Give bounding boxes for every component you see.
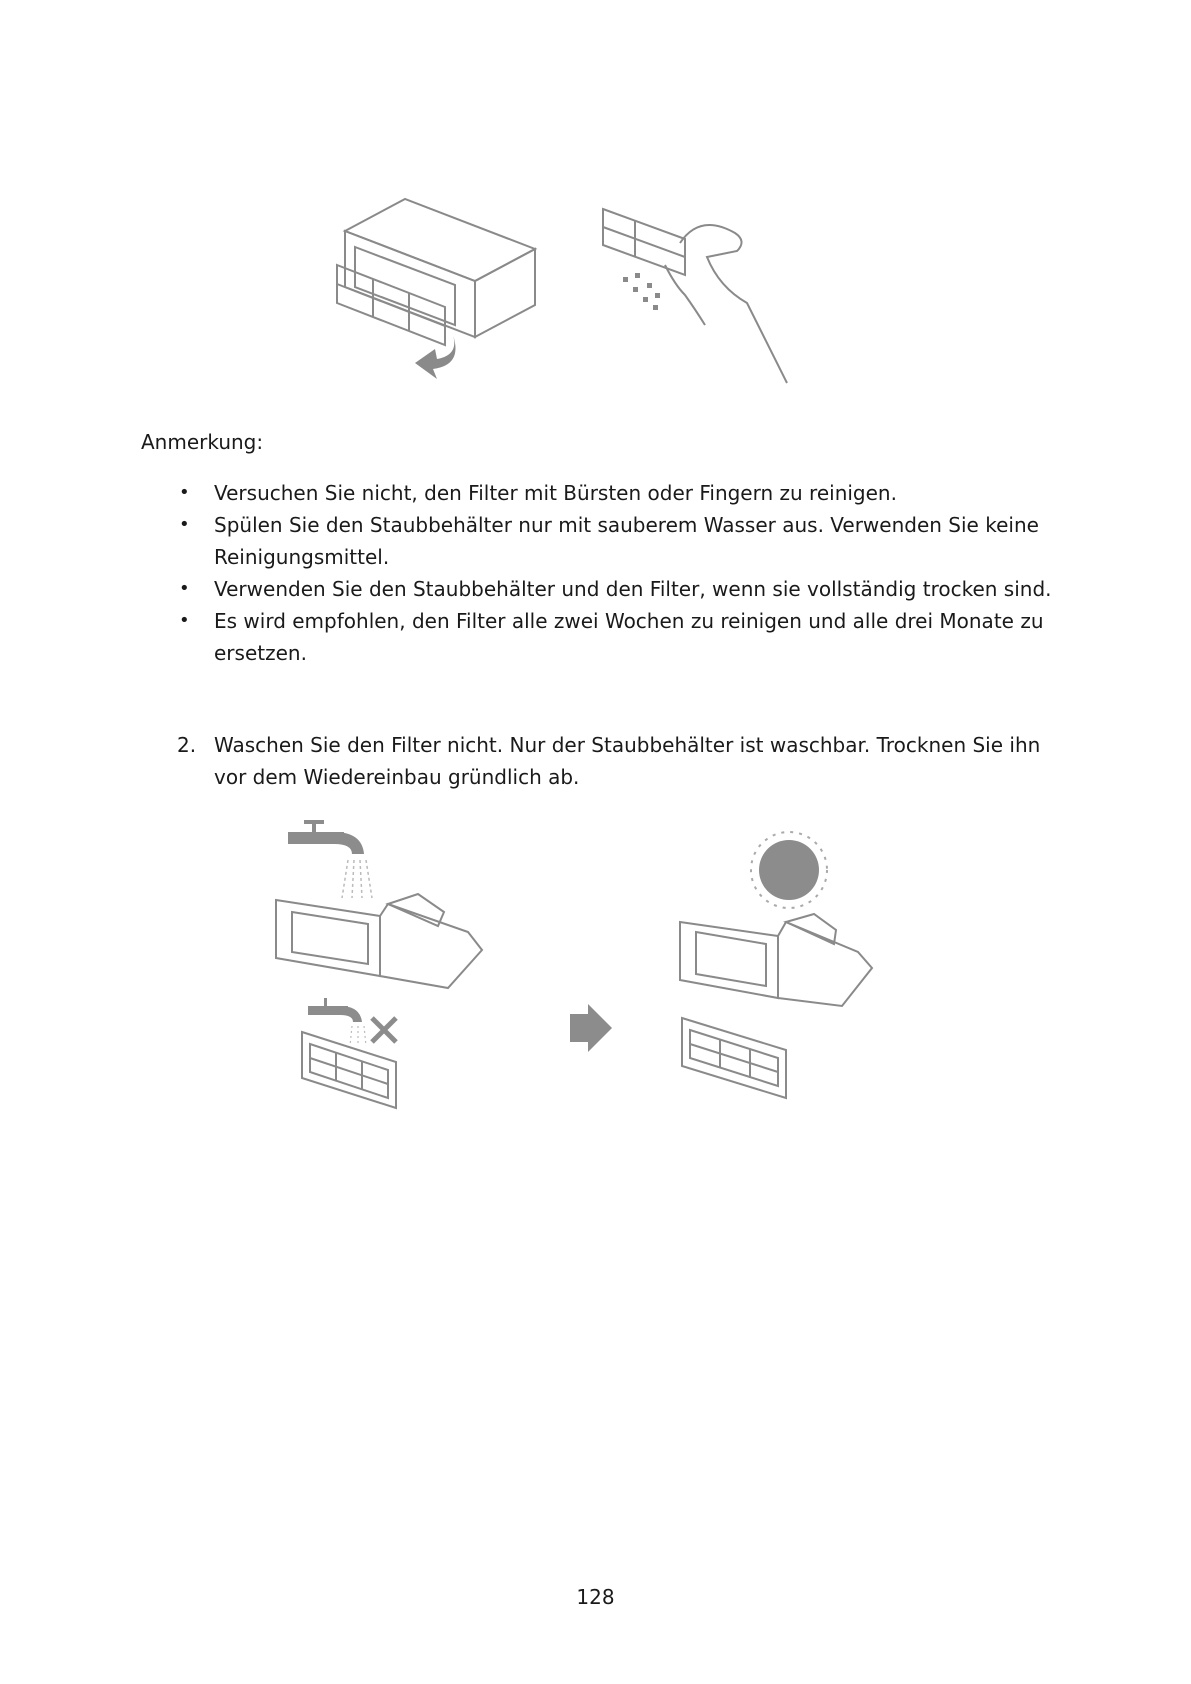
faucet-icon [288, 820, 364, 854]
dustbin-filter-removal-illustration [335, 195, 855, 395]
dustbin-filter-removal-svg [335, 195, 855, 395]
note-bullet-list [141, 477, 1071, 669]
prohibited-x-icon [372, 1018, 396, 1042]
arrow-right-icon [570, 1004, 612, 1052]
list-item: • Spülen Sie den Staubbehälter nur mit sauberem Wasser aus. Verwenden Sie keine Reinigungsmittel. [141, 509, 1071, 573]
filter-not-washable [302, 1032, 396, 1108]
dustbin-washing [276, 894, 482, 988]
wash-and-dry-svg [268, 818, 898, 1118]
filter-drying [682, 1018, 786, 1098]
list-item: • Versuchen Sie nicht, den Filter mit Bürsten oder Fingern zu reinigen. [141, 477, 1071, 509]
water-spray-icon [342, 860, 372, 898]
step-number: 2. [177, 733, 197, 757]
bullet-icon: • [179, 578, 190, 599]
note-title: Anmerkung: [141, 430, 264, 454]
wash-and-dry-illustration [268, 818, 898, 1118]
faucet-small-icon [308, 998, 362, 1022]
list-item: • Es wird empfohlen, den Filter alle zwei Wochen zu reinigen und alle drei Monate zu ersetzen. [141, 605, 1071, 669]
dustbin-drying [680, 914, 872, 1006]
bullet-icon: • [179, 514, 190, 535]
list-item: • Verwenden Sie den Staubbehälter und den Filter, wenn sie vollständig trocken sind. [141, 573, 1071, 605]
sun-icon [751, 832, 827, 908]
bullet-icon: • [179, 610, 190, 631]
page-number: 128 [576, 1585, 615, 1609]
bullet-icon: • [179, 482, 190, 503]
step-2 [141, 729, 1071, 793]
step-text: Waschen Sie den Filter nicht. Nur der Staubbehälter ist waschbar. Trocknen Sie ihn vor dem Wiedereinbau gründlich ab. [214, 733, 1041, 789]
